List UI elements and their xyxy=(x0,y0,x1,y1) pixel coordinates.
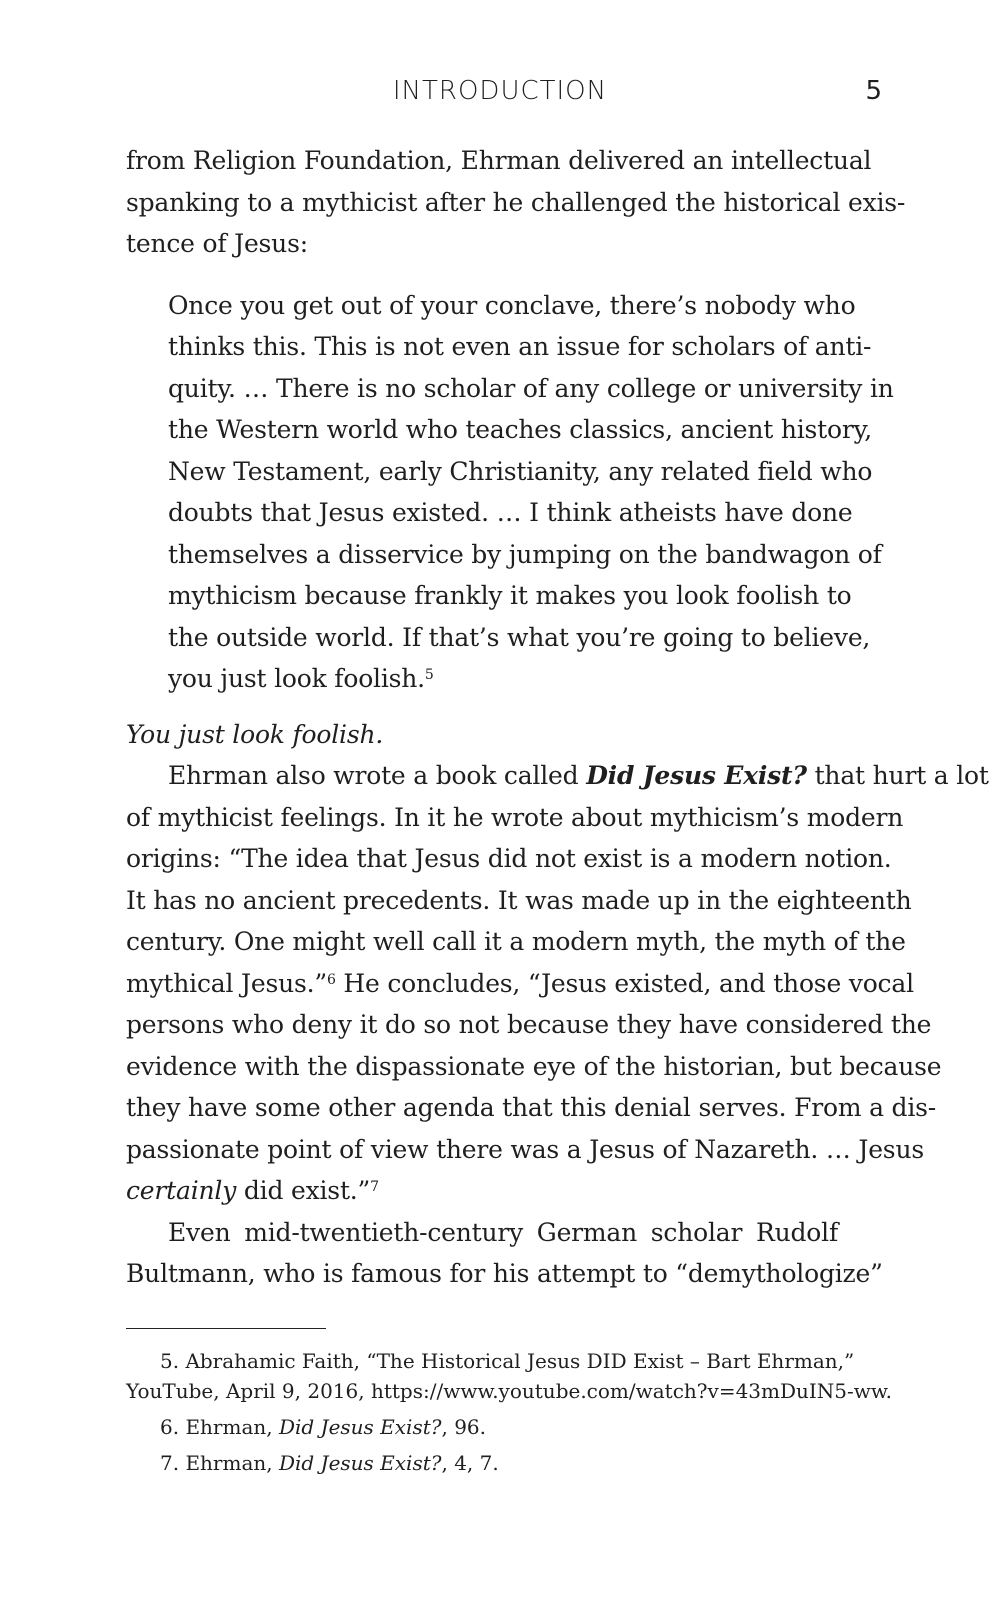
footnotes xyxy=(126,1346,893,1478)
quote-line: thinks this. This is not even an issue for scholars of anti- xyxy=(168,332,872,361)
book-title: Did Jesus Exist? xyxy=(278,1415,442,1439)
quote-line: the outside world. If that’s what you’re going to believe, xyxy=(168,622,871,652)
text-line xyxy=(126,755,989,797)
running-head xyxy=(0,76,1000,108)
footnote-5-line: YouTube, April 9, 2016, https://www.youtube.com/watch?v=43mDuIN5-ww. xyxy=(126,1379,893,1403)
text-run: did exist.” xyxy=(236,1176,371,1205)
text-line: spanking to a mythicist after he challenged the historical exis- xyxy=(126,187,906,217)
text-line: passionate point of view there was a Jesus of Nazareth. … Jesus xyxy=(126,1134,924,1164)
quote-line xyxy=(126,658,888,700)
footnote-ref-6: 6 xyxy=(326,971,336,988)
paragraph-2 xyxy=(126,755,989,1212)
text-line: origins: “The idea that Jesus did not exist is a modern notion. xyxy=(126,844,892,873)
block-quote xyxy=(126,285,894,700)
quote-line: New Testament, early Christianity, any related field who xyxy=(168,456,873,486)
text-line xyxy=(126,963,914,1005)
text-run: Ehrman also wrote a book called xyxy=(168,761,587,790)
footnote-ref-5: 5 xyxy=(424,667,434,683)
text-run: , 96. xyxy=(441,1415,487,1439)
footnote-6 xyxy=(126,1412,888,1442)
text-run: He concludes, “Jesus existed, and those vocal xyxy=(335,968,914,998)
text-line: Even mid-twentieth-century German scholar Rudolf xyxy=(168,1217,838,1247)
text-line: It has no ancient precedents. It was made up in the eighteenth xyxy=(126,885,912,915)
text-run: , 4, 7. xyxy=(441,1451,499,1475)
text-line: they have some other agenda that this denial serves. From a dis- xyxy=(126,1093,937,1122)
text-line: Bultmann, who is famous for his attempt to “demythologize” xyxy=(126,1259,883,1288)
quote-line: mythicism because frankly it makes you look foolish to xyxy=(168,581,852,610)
text-line: from Religion Foundation, Ehrman delivered an intellectual xyxy=(126,146,872,175)
quote-text: you just look foolish. xyxy=(168,664,425,693)
paragraph-3 xyxy=(126,1212,888,1295)
footnote-7 xyxy=(126,1448,888,1478)
quote-line: themselves a disservice by jumping on the bandwagon of xyxy=(168,539,882,569)
quote-line: the Western world who teaches classics, ancient history, xyxy=(168,415,872,444)
emphasis-line: You just look foolish. xyxy=(126,719,384,749)
footnote-divider xyxy=(126,1328,326,1329)
text-line: persons who deny it do so not because they have considered the xyxy=(126,1010,932,1039)
text-line: tence of Jesus: xyxy=(126,229,308,258)
text-line: evidence with the dispassionate eye of the historian, but because xyxy=(126,1051,942,1081)
text-line: century. One might well call it a modern myth, the myth of the xyxy=(126,927,906,956)
text-run: mythical Jesus.” xyxy=(126,968,327,998)
book-title: Did Jesus Exist? xyxy=(278,1451,442,1475)
running-head-title: INTRODUCTION xyxy=(392,76,608,106)
footnote-ref-7: 7 xyxy=(370,1179,379,1195)
emphasis-word: certainly xyxy=(126,1176,237,1205)
body-text xyxy=(126,140,989,1295)
intro-paragraph xyxy=(126,140,906,265)
text-run: 6. Ehrman, xyxy=(160,1415,279,1439)
quote-line: doubts that Jesus existed. … I think atheists have done xyxy=(168,498,853,527)
text-line: of mythicist feelings. In it he wrote about mythicism’s modern xyxy=(126,802,904,832)
text-line xyxy=(126,1170,888,1212)
quote-line: quity. … There is no scholar of any college or university in xyxy=(168,373,894,403)
text-run: 7. Ehrman, xyxy=(160,1451,279,1475)
footnote-5-line: 5. Abrahamic Faith, “The Historical Jesus DID Exist – Bart Ehrman,” xyxy=(160,1349,855,1373)
quote-line: Once you get out of your conclave, there’s nobody who xyxy=(168,290,856,320)
book-title: Did Jesus Exist? xyxy=(586,761,807,790)
page-number: 5 xyxy=(865,76,882,106)
text-run: that hurt a lot xyxy=(806,761,989,790)
